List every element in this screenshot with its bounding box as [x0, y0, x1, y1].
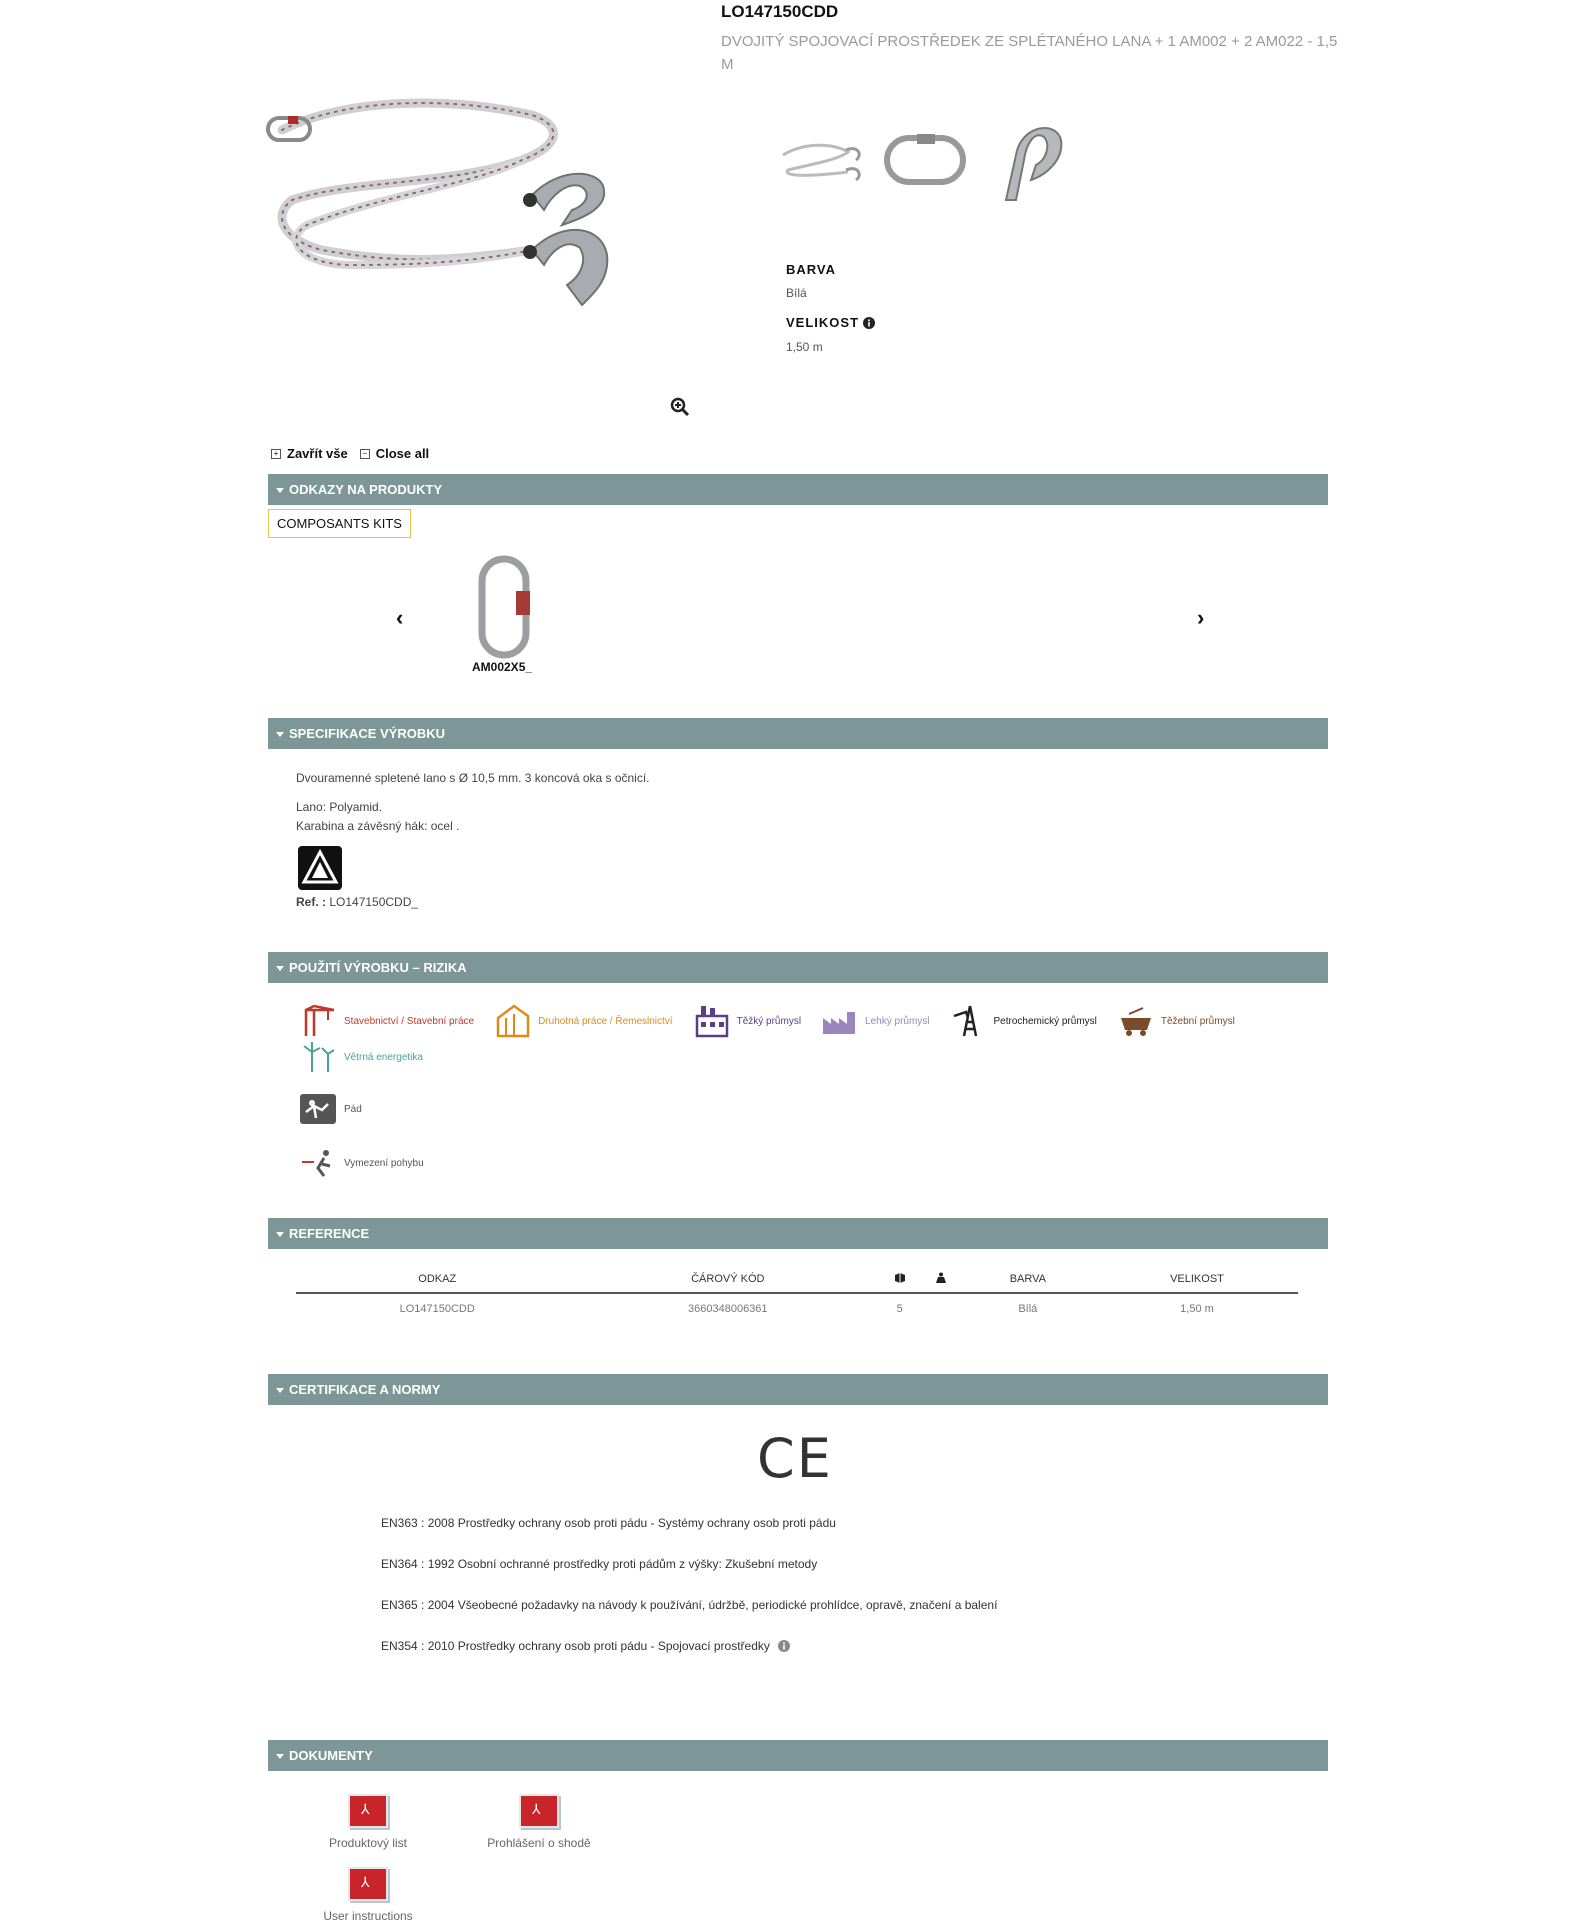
info-icon[interactable]	[863, 317, 875, 329]
related-product-image[interactable]	[474, 555, 534, 660]
cert-en354: EN354 : 2010 Prostředky ochrany osob proti pádu - Spojovací prostředky	[381, 1639, 770, 1653]
carousel-next-arrow[interactable]: ›	[1197, 605, 1205, 630]
wind-turbine-icon	[300, 1040, 338, 1074]
related-product-label[interactable]: AM002X5_	[472, 660, 533, 674]
sector-label: Petrochemický průmysl	[993, 1015, 1097, 1027]
weight-icon	[936, 1272, 946, 1283]
color-value: Bílá	[786, 286, 807, 300]
risk-movement-restriction	[300, 1148, 424, 1178]
cert-en365: EN365 : 2004 Všeobecné požadavky na návody k používání, údržbě, periodické prohlídce, opravě, značení a balení	[381, 1598, 998, 1612]
col-size: VELIKOST	[1096, 1266, 1298, 1293]
thumbnail-lanyard[interactable]	[778, 115, 864, 205]
product-title: DVOJITÝ SPOJOVACÍ PROSTŘEDEK ZE SPLÉTANÉHO LANA + 1 AM002 + 2 AM022 - 1,5 M	[721, 33, 1338, 73]
reference-table	[296, 1266, 1298, 1324]
cell-weight	[922, 1293, 960, 1324]
col-weight	[922, 1266, 960, 1293]
sector-mining	[1117, 1004, 1235, 1038]
document-label: User instructions	[323, 1909, 413, 1923]
section-title-documents: DOKUMENTY	[289, 1748, 373, 1763]
box-icon	[894, 1272, 906, 1283]
pdf-icon	[519, 1794, 559, 1828]
spec-reference	[296, 895, 418, 909]
sector-label: Druhotná práce / Řemeslnictví	[538, 1015, 673, 1027]
crane-icon	[300, 1004, 338, 1038]
table-row	[296, 1293, 1298, 1324]
section-header-usage[interactable]	[268, 952, 1328, 983]
sector-label: Větrná energetika	[344, 1051, 423, 1063]
section-title-spec: SPECIFIKACE VÝROBKU	[289, 726, 446, 741]
cell-package: 5	[896, 1303, 903, 1315]
cell-barcode: 3660348006361	[688, 1303, 768, 1315]
col-reference: ODKAZ	[296, 1266, 578, 1293]
section-header-certifications[interactable]	[268, 1374, 1328, 1405]
pdf-icon	[348, 1794, 388, 1828]
col-barcode: ČÁROVÝ KÓD	[578, 1266, 877, 1293]
section-title-usage: POUŽITÍ VÝROBKU – RIZIKA	[289, 960, 467, 975]
sector-heavy-industry	[693, 1004, 801, 1038]
sector-label: Lehký průmysl	[865, 1015, 930, 1027]
cell-size: 1,50 m	[1180, 1303, 1214, 1315]
size-label: VELIKOST	[786, 315, 860, 330]
close-all-link[interactable]: Close all	[375, 446, 430, 461]
product-main-image[interactable]	[262, 90, 707, 330]
thumbnail-hook[interactable]	[986, 115, 1072, 205]
size-value: 1,50 m	[786, 340, 823, 354]
col-package	[877, 1266, 922, 1293]
cell-color: Bílá	[1018, 1303, 1038, 1315]
spec-description: Dvouramenné spletené lano s Ø 10,5 mm. 3 koncová oka s očnicí.	[296, 771, 650, 785]
section-header-spec[interactable]	[268, 718, 1328, 749]
sector-light-industry	[821, 1004, 929, 1038]
section-title-reference: REFERENCE	[289, 1226, 370, 1241]
section-header-links[interactable]	[268, 474, 1328, 505]
cert-en354-row	[381, 1639, 790, 1653]
document-declaration-conformity[interactable]	[479, 1794, 599, 1850]
accordion-controls	[271, 446, 429, 461]
sector-construction	[300, 1004, 474, 1038]
sector-label: Těžební průmysl	[1160, 1015, 1235, 1027]
col-color: BARVA	[960, 1266, 1096, 1293]
thumbnail-carabiner[interactable]	[882, 115, 968, 205]
spec-material-hook: Karabina a závěsný hák: ocel .	[296, 819, 460, 833]
section-header-reference[interactable]	[268, 1218, 1328, 1249]
sector-label: Těžký průmysl	[736, 1015, 802, 1027]
risk-label: Vymezení pohybu	[344, 1157, 424, 1169]
expand-all-icon[interactable]: +	[271, 449, 281, 459]
sector-petrochemical	[950, 1004, 1097, 1038]
pdf-icon	[348, 1867, 388, 1901]
building-crafts-icon	[494, 1004, 532, 1038]
carousel-prev-arrow[interactable]: ‹	[396, 605, 404, 630]
spec-material-rope: Lano: Polyamid.	[296, 800, 383, 814]
risk-label: Pád	[344, 1103, 362, 1115]
document-label: Prohlášení o shodě	[487, 1836, 591, 1850]
cell-reference: LO147150CDD	[399, 1303, 475, 1315]
product-code: LO147150CDD	[721, 2, 839, 21]
sector-crafts	[494, 1004, 673, 1038]
document-product-sheet[interactable]	[308, 1794, 428, 1850]
section-title-certifications: CERTIFIKACE A NORMY	[289, 1382, 441, 1397]
risk-fall	[300, 1094, 362, 1124]
document-label: Produktový list	[328, 1836, 408, 1850]
ref-value: LO147150CDD_	[329, 895, 419, 909]
oil-rig-icon	[950, 1004, 988, 1038]
composants-kits-button[interactable]: COMPOSANTS KITS	[268, 509, 411, 538]
brand-logo-icon	[298, 846, 342, 890]
thumbnail-strip	[778, 115, 1072, 205]
section-header-documents[interactable]	[268, 1740, 1328, 1771]
light-industry-icon	[821, 1004, 859, 1038]
fall-risk-icon	[300, 1094, 336, 1124]
heavy-industry-icon	[693, 1004, 731, 1038]
ce-mark: CE	[757, 1427, 833, 1490]
movement-restriction-icon	[300, 1148, 336, 1178]
sector-wind-energy	[300, 1040, 423, 1074]
sector-label: Stavebnictví / Stavební práce	[344, 1015, 475, 1027]
cert-en363: EN363 : 2008 Prostředky ochrany osob proti pádu - Systémy ochrany osob proti pádu	[381, 1516, 836, 1530]
section-title-links: ODKAZY NA PRODUKTY	[289, 482, 443, 497]
cert-en364: EN364 : 1992 Osobní ochranné prostředky proti pádům z výšky: Zkušební metody	[381, 1557, 818, 1571]
size-label-row	[786, 315, 875, 330]
info-icon[interactable]	[778, 1640, 790, 1652]
color-label: BARVA	[786, 262, 837, 277]
expand-all-link[interactable]: Zavřít vše	[287, 446, 348, 461]
ref-label: Ref. :	[296, 895, 326, 909]
close-all-icon[interactable]: −	[360, 449, 370, 459]
document-user-instructions[interactable]	[308, 1867, 428, 1923]
usage-sectors-row	[300, 1004, 1235, 1038]
mine-cart-icon	[1117, 1004, 1155, 1038]
zoom-icon[interactable]	[670, 397, 690, 417]
